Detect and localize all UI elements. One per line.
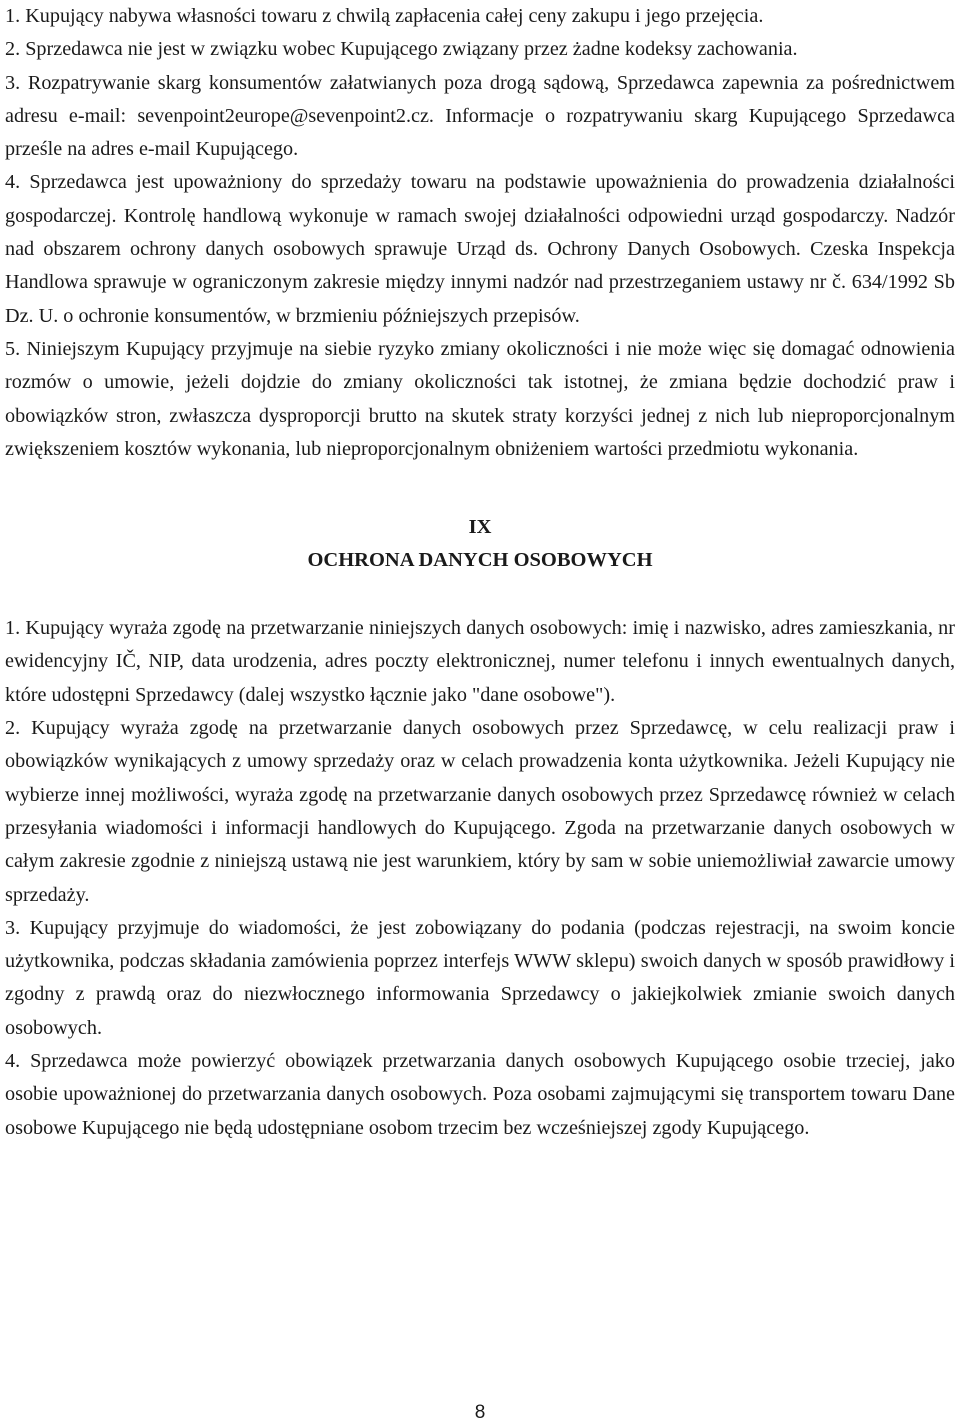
paragraph-viii-4: 4. Sprzedawca jest upoważniony do sprzedaży towaru na podstawie upoważnienia do prowadzenia działalności gospodarczej. Kontrolę handlową wykonuje w ramach swojej działalności odpowiedni urząd gospodarczy. Nadzór nad obszarem ochrony danych osobowych sprawuje Urząd ds. Ochrony Danych Osobowych. Czeska Inspekcja Handlowa sprawuje w ograniczonym zakresie między innymi nadzór nad przestrzeganiem ustawy nr č. 634/1992 Sb Dz. U. o ochronie konsumentów, w brzmieniu późniejszych przepisów. [5, 171, 955, 327]
paragraph-viii-2: 2. Sprzedawca nie jest w związku wobec Kupującego związany przez żadne kodeksy zachowania. [5, 38, 798, 61]
section-ix-body [5, 612, 955, 1145]
paragraph-viii-3: 3. Rozpatrywanie skarg konsumentów załatwianych poza drogą sądową, Sprzedawca zapewnia za pośrednictwem adresu e-mail: sevenpoint2europe@sevenpoint2.cz. Informacje o rozpatrywaniu skarg Kupującego Sprzedawca prześle na adres e-mail Kupującego. [5, 71, 955, 161]
paragraph-ix-2: 2. Kupujący wyraża zgodę na przetwarzanie danych osobowych przez Sprzedawcę, w celu realizacji praw i obowiązków wynikających z umowy sprzedaży oraz w celach prowadzenia konta użytkownika. Jeżeli Kupujący nie wybierze innej możliwości, wyraża zgodę na przetwarzanie danych osobowych przez Sprzedawcę również w celach przesyłania wiadomości i informacji handlowych do Kupującego. Zgoda na przetwarzanie danych osobowych w całym zakresie zgodnie z niniejszą ustawą nie jest warunkiem, który by sam w sobie uniemożliwiał zawarcie umowy sprzedaży. [5, 717, 955, 906]
paragraph-ix-4: 4. Sprzedawca może powierzyć obowiązek przetwarzania danych osobowych Kupującego osobie trzeciej, jako osobie upoważnionej do przetwarzania danych osobowych. Poza osobami zajmującymi się transportem towaru Dane osobowe Kupującego nie będą udostępniane osobom trzecim bez wcześniejszej zgody Kupującego. [5, 1050, 955, 1139]
document-page [5, 0, 955, 1145]
paragraph-viii-5: 5. Niniejszym Kupujący przyjmuje na siebie ryzyko zmiany okoliczności i nie może więc się domagać odnowienia rozmów o umowie, jeżeli dojdzie do zmiany okoliczności tak istotnej, że zmiana będzie dochodzić praw i obowiązków stron, zwłaszcza dysproporcji brutto na skutek straty korzyści jednej z nich lub nieproporcjonalnym zwiększeniem kosztów wykonania, lub nieproporcjonalnym obniżeniem wartości przedmiotu wykonania. [5, 337, 955, 460]
section-number: IX [468, 516, 492, 539]
section-viii-continued [5, 0, 955, 466]
section-title: OCHRONA DANYCH OSOBOWYCH [307, 549, 653, 572]
paragraph-ix-3: 3. Kupujący przyjmuje do wiadomości, że jest zobowiązany do podania (podczas rejestracji, na swoim koncie użytkownika, podczas składania zamówienia poprzez interfejs WWW sklepu) swoich danych w sposób prawidłowy i zgodny z prawdą oraz do niezwłocznego informowania Sprzedawcy o jakiejkolwiek zmianie swoich danych osobowych. [5, 916, 955, 1039]
page-number: 8 [474, 1402, 486, 1423]
paragraph-viii-1: 1. Kupujący nabywa własności towaru z chwilą zapłacenia całej ceny zakupu i jego przejęcia. [5, 5, 764, 27]
paragraph-ix-1: 1. Kupujący wyraża zgodę na przetwarzanie niniejszych danych osobowych: imię i nazwisko, adres zamieszkania, nr ewidencyjny IČ, NIP, data urodzenia, adres poczty elektronicznej, numer telefonu i innych ewentualnych danych, które udostępni Sprzedawcy (dalej wszystko łącznie jako "dane osobowe"). [5, 617, 955, 706]
section-ix-heading [5, 511, 955, 577]
